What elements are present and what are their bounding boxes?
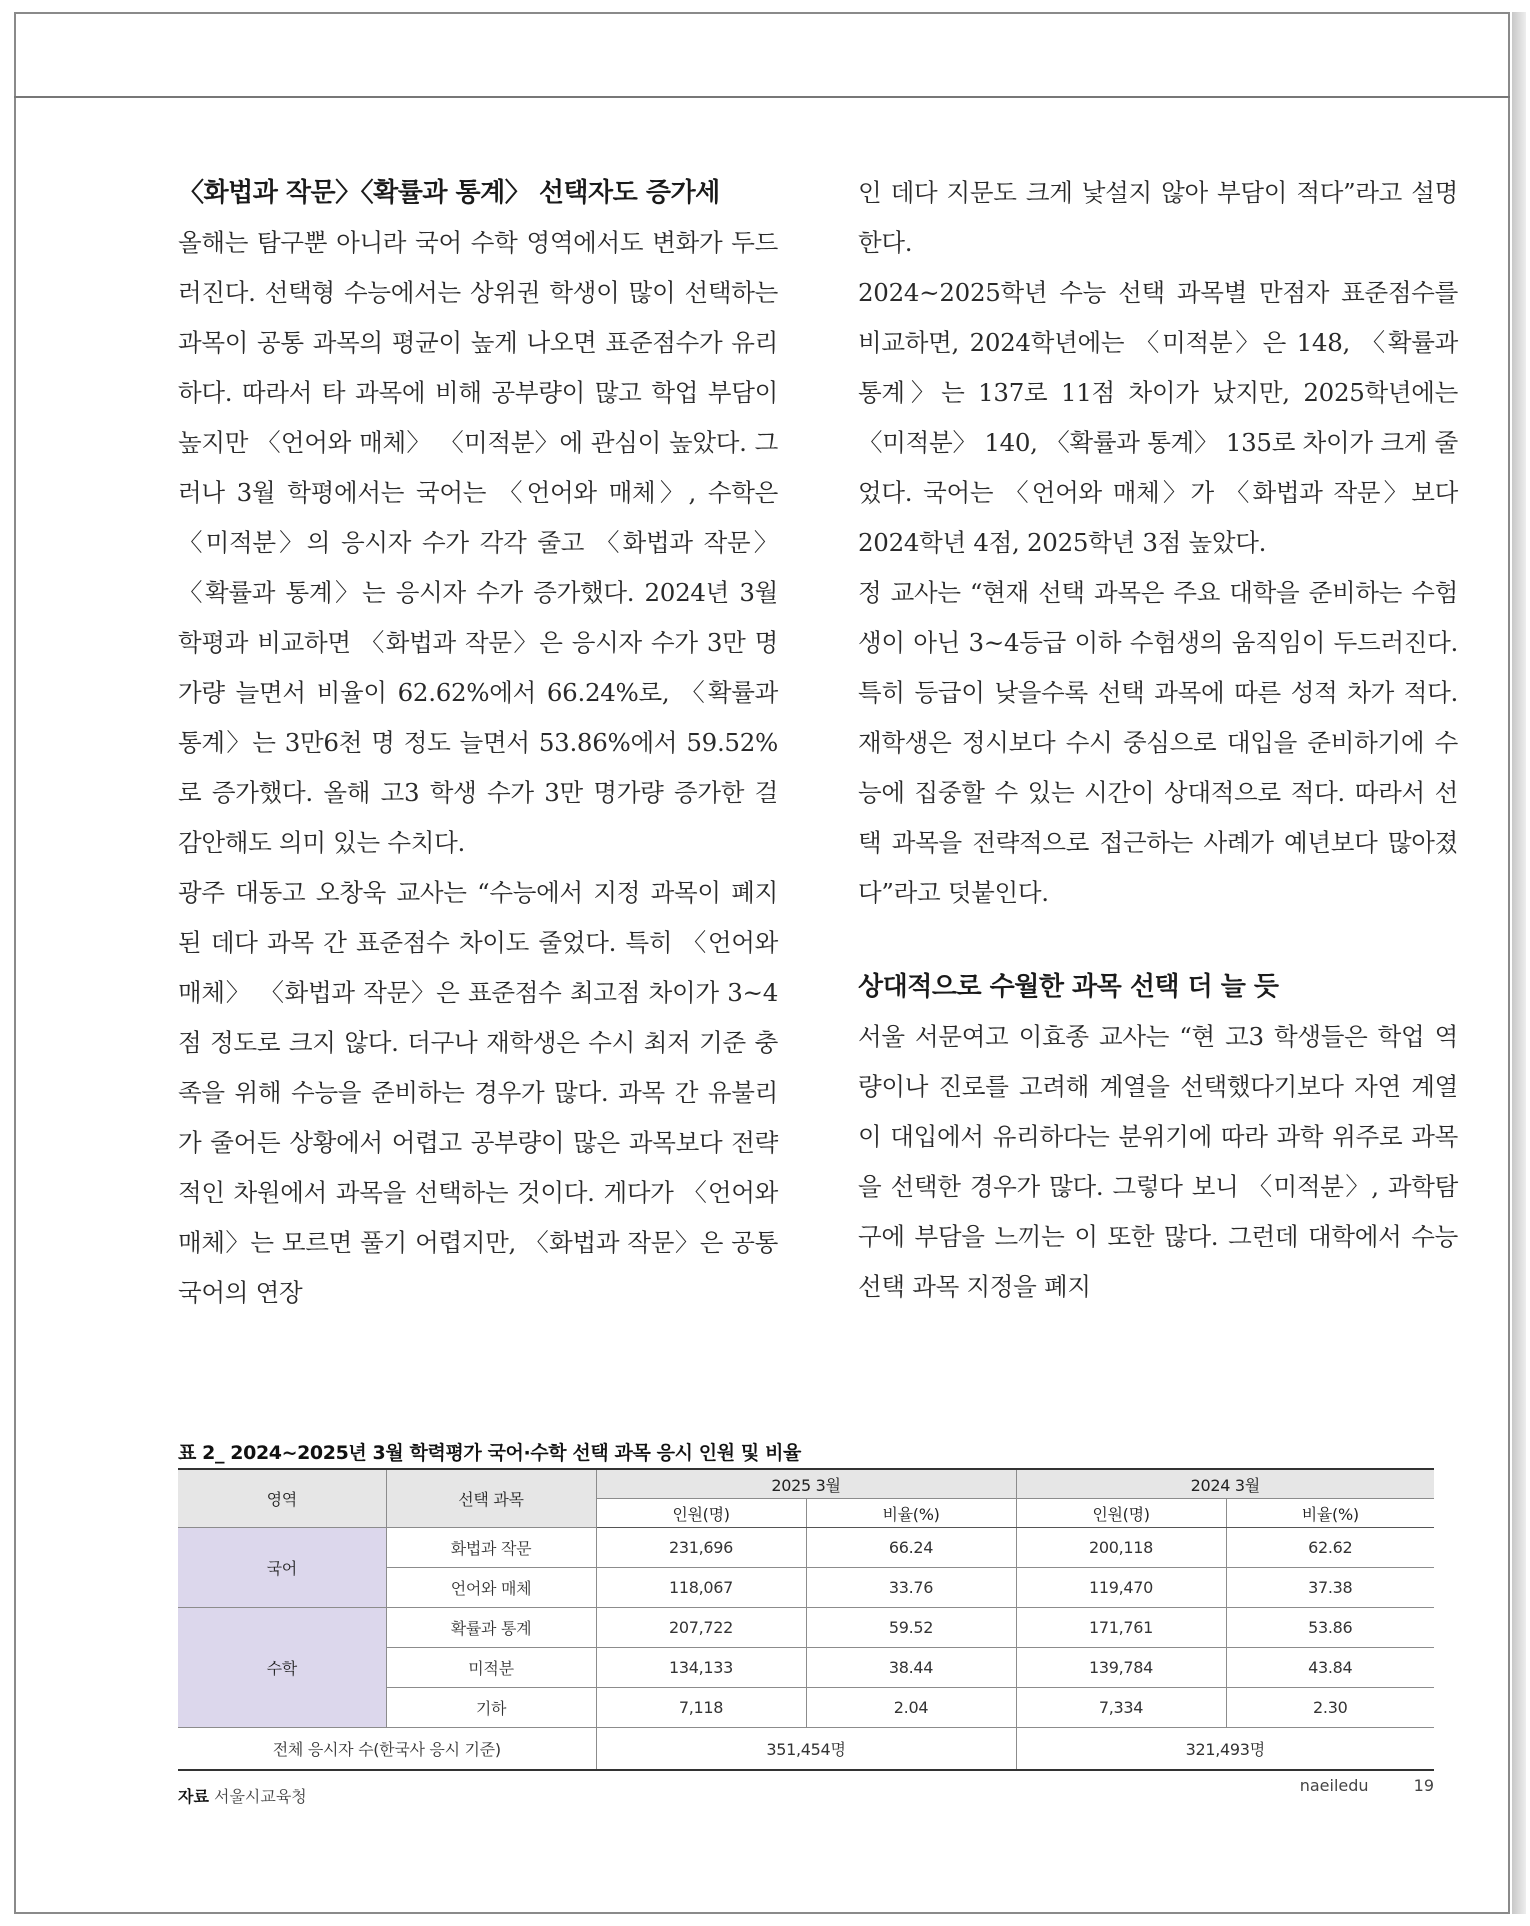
- total-label: 전체 응시자 수(한국사 응시 기준): [178, 1728, 596, 1771]
- right-paragraph-4: 서울 서문여고 이효종 교사는 “현 고3 학생들은 학업 역량이나 진로를 고려해 계열을 선택했다기보다 자연 계열이 대입에서 유리하다는 분위기에 따라 과학 위주로 과목을 선택한 경우가 많다. 그렇다 보니 〈미적분〉, 과학탐구에 부담을 느끼는 이 또한 많다. 그런데 대학에서 수능 선택 과목 지정을 폐지: [858, 1022, 1458, 1301]
- count-2024-cell: 139,784: [1016, 1648, 1226, 1688]
- total-2024: 321,493명: [1016, 1728, 1434, 1771]
- left-paragraph-2: 광주 대동고 오창욱 교사는 “수능에서 지정 과목이 폐지된 데다 과목 간 표준점수 차이도 줄었다. 특히 〈언어와 매체〉 〈화법과 작문〉은 표준점수 최고점 차이가 3~4점 정도로 크지 않다. 더구나 재학생은 수시 최저 기준 충족을 위해 수능을 준비하는 경우가 많다. 과목 간 유불리가 줄어든 상황에서 어렵고 공부량이 많은 과목보다 전략적인 차원에서 과목을 선택하는 것이다. 게다가 〈언어와 매체〉는 모르면 풀기 어렵지만, 〈화법과 작문〉은 공통 국어의 연장: [178, 878, 778, 1307]
- right-paragraph-1: 인 데다 지문도 크게 낯설지 않아 부담이 적다”라고 설명한다.: [858, 178, 1458, 257]
- header-2024: 2024 3월: [1016, 1469, 1434, 1499]
- count-2025-cell: 207,722: [596, 1608, 806, 1648]
- ratio-2024-cell: 62.62: [1226, 1528, 1434, 1568]
- header-ratio-2024: 비율(%): [1226, 1499, 1434, 1528]
- ratio-2025-cell: 2.04: [806, 1688, 1016, 1728]
- header-count-2025: 인원(명): [596, 1499, 806, 1528]
- page-edge-shadow: [1512, 12, 1526, 1914]
- subject-cell: 화법과 작문: [386, 1528, 596, 1568]
- header-subject: 선택 과목: [386, 1469, 596, 1528]
- footer-brand: naeiledu: [1299, 1776, 1369, 1795]
- ratio-2025-cell: 38.44: [806, 1648, 1016, 1688]
- stats-table: [178, 1468, 1434, 1771]
- table-title: 표 2_ 2024~2025년 3월 학력평가 국어·수학 선택 과목 응시 인원 및 비율: [178, 1442, 801, 1464]
- left-column: [178, 168, 778, 1318]
- header-2025: 2025 3월: [596, 1469, 1016, 1499]
- ratio-2025-cell: 59.52: [806, 1608, 1016, 1648]
- source-name: 서울시교육청: [214, 1787, 307, 1806]
- ratio-2025-cell: 66.24: [806, 1528, 1016, 1568]
- left-paragraph-1: 올해는 탐구뿐 아니라 국어 수학 영역에서도 변화가 두드러진다. 선택형 수능에서는 상위권 학생이 많이 선택하는 과목이 공통 과목의 평균이 높게 나오면 표준점수가 유리하다. 따라서 타 과목에 비해 공부량이 많고 학업 부담이 높지만 〈언어와 매체〉 〈미적분〉에 관심이 높았다. 그러나 3월 학평에서는 국어는 〈언어와 매체〉, 수학은 〈미적분〉의 응시자 수가 각각 줄고 〈화법과 작문〉 〈확률과 통계〉는 응시자 수가 증가했다. 2024년 3월 학평과 비교하면 〈화법과 작문〉은 응시자 수가 3만 명가량 늘면서 비율이 62.62%에서 66.24%로, 〈확률과 통계〉는 3만6천 명 정도 늘면서 53.86%에서 59.52%로 증가했다. 올해 고3 학생 수가 3만 명가량 증가한 걸 감안해도 의미 있는 수치다.: [178, 228, 778, 857]
- header-count-2024: 인원(명): [1016, 1499, 1226, 1528]
- count-2025-cell: 231,696: [596, 1528, 806, 1568]
- subject-cell: 기하: [386, 1688, 596, 1728]
- right-column: [858, 168, 1458, 1312]
- page-number: 19: [1413, 1776, 1434, 1795]
- count-2025-cell: 134,133: [596, 1648, 806, 1688]
- ratio-2024-cell: 2.30: [1226, 1688, 1434, 1728]
- table-row: [178, 1528, 1434, 1568]
- right-paragraph-3: 정 교사는 “현재 선택 과목은 주요 대학을 준비하는 수험생이 아닌 3~4등급 이하 수험생의 움직임이 두드러진다. 특히 등급이 낮을수록 선택 과목에 따른 성적 차가 적다. 재학생은 정시보다 수시 중심으로 대입을 준비하기에 수능에 집중할 수 있는 시간이 상대적으로 적다. 따라서 선택 과목을 전략적으로 접근하는 사례가 예년보다 많아졌다”라고 덧붙인다.: [858, 578, 1458, 907]
- subject-cell: 언어와 매체: [386, 1568, 596, 1608]
- ratio-2024-cell: 43.84: [1226, 1648, 1434, 1688]
- ratio-2024-cell: 37.38: [1226, 1568, 1434, 1608]
- area-cell: 수학: [178, 1608, 386, 1728]
- count-2025-cell: 118,067: [596, 1568, 806, 1608]
- right-paragraph-2: 2024~2025학년 수능 선택 과목별 만점자 표준점수를 비교하면, 2024학년에는 〈미적분〉은 148, 〈확률과 통계〉는 137로 11점 차이가 났지만, 2025학년에는 〈미적분〉 140, 〈확률과 통계〉 135로 차이가 크게 줄었다. 국어는 〈언어와 매체〉가 〈화법과 작문〉보다 2024학년 4점, 2025학년 3점 높았다.: [858, 278, 1458, 557]
- section-heading-right: 상대적으로 수월한 과목 선택 더 늘 듯: [858, 972, 1279, 1002]
- table-source: [178, 1785, 1434, 1809]
- count-2025-cell: 7,118: [596, 1688, 806, 1728]
- header-area: 영역: [178, 1469, 386, 1528]
- subject-cell: 미적분: [386, 1648, 596, 1688]
- table-row: [178, 1608, 1434, 1648]
- area-cell: 국어: [178, 1528, 386, 1608]
- section-heading-left: 〈화법과 작문〉〈확률과 통계〉 선택자도 증가세: [178, 178, 720, 208]
- count-2024-cell: 171,761: [1016, 1608, 1226, 1648]
- count-2024-cell: 119,470: [1016, 1568, 1226, 1608]
- ratio-2024-cell: 53.86: [1226, 1608, 1434, 1648]
- header-rule: [14, 96, 1510, 98]
- source-label: 자료: [178, 1787, 209, 1806]
- ratio-2025-cell: 33.76: [806, 1568, 1016, 1608]
- header-ratio-2025: 비율(%): [806, 1499, 1016, 1528]
- table-total-row: [178, 1728, 1434, 1771]
- page-footer: [1260, 1776, 1434, 1795]
- stats-table-section: [178, 1438, 1434, 1809]
- subject-cell: 확률과 통계: [386, 1608, 596, 1648]
- count-2024-cell: 7,334: [1016, 1688, 1226, 1728]
- count-2024-cell: 200,118: [1016, 1528, 1226, 1568]
- total-2025: 351,454명: [596, 1728, 1016, 1771]
